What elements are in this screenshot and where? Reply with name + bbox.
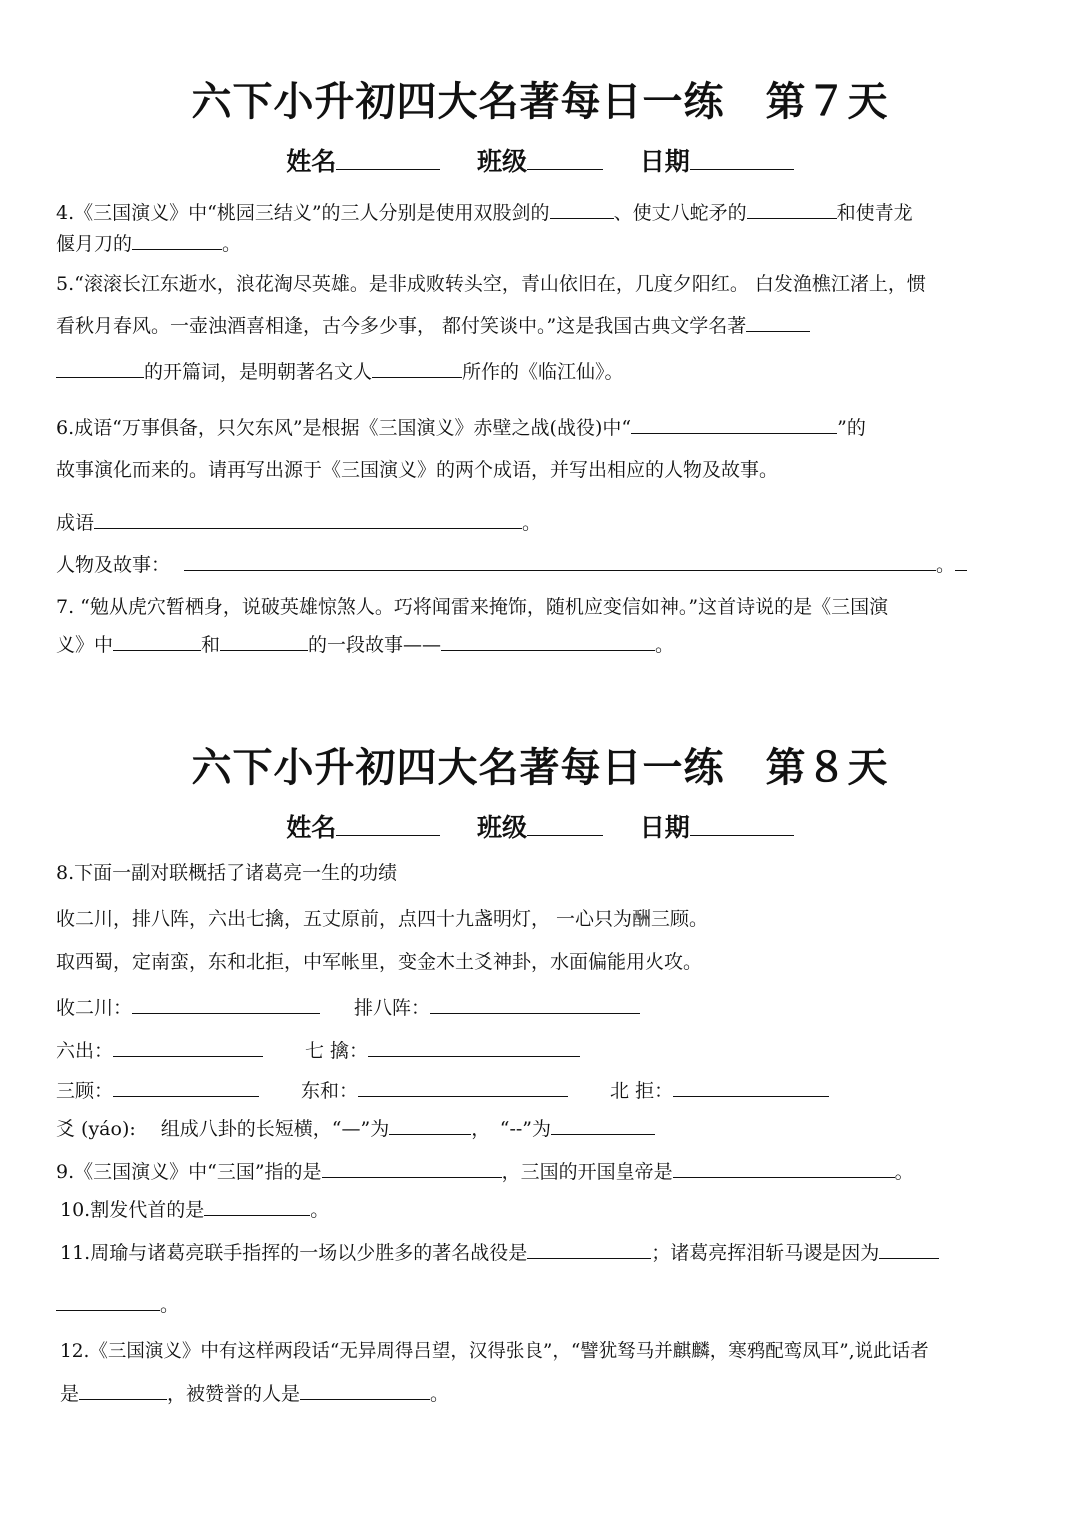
q7-blank-2[interactable] bbox=[220, 631, 308, 651]
q6-idiom-line bbox=[56, 508, 541, 535]
q8-label-1: 收二川： bbox=[56, 997, 133, 1019]
class-label: 班级 bbox=[476, 813, 527, 842]
q8-fill-row-1 bbox=[56, 993, 640, 1020]
q8-blank-5[interactable] bbox=[113, 1077, 259, 1097]
name-label: 姓名 bbox=[286, 147, 337, 176]
q7-text-l2d: 。 bbox=[655, 634, 675, 656]
q4-text-e: 。 bbox=[222, 233, 242, 255]
q8-blank-6[interactable] bbox=[358, 1077, 568, 1097]
q11-text-c: 。 bbox=[160, 1294, 180, 1316]
q9-text-c: 。 bbox=[894, 1161, 914, 1183]
q11-line-2 bbox=[56, 1290, 179, 1317]
day8-student-info bbox=[0, 808, 1080, 844]
q4-blank-1[interactable] bbox=[550, 199, 614, 219]
q5-blank-1-cont[interactable] bbox=[56, 358, 144, 378]
class-blank[interactable] bbox=[527, 144, 603, 170]
q5-text-l3b: 所作的《临江仙》。 bbox=[462, 361, 624, 383]
q8-couplet-2: 取西蜀，定南蛮，东和北拒，中军帐里，变金木土爻神卦，水面偏能用火攻。 bbox=[56, 951, 703, 973]
q8-label-7: 北 拒： bbox=[610, 1080, 674, 1102]
q8-blank-7[interactable] bbox=[673, 1077, 829, 1097]
q5-blank-2[interactable] bbox=[372, 358, 462, 378]
q6-text-l1a: 6.成语“万事俱备，只欠东风”是根据《三国演义》赤壁之战(战役)中“ bbox=[56, 417, 632, 439]
q6-line-1 bbox=[56, 413, 866, 440]
q6-text-l1b: ”的 bbox=[837, 417, 866, 439]
q6-idiom-label: 成语 bbox=[56, 512, 95, 534]
q7-line-2 bbox=[56, 630, 674, 657]
q4-line-1 bbox=[56, 198, 913, 225]
q4-blank-3[interactable] bbox=[132, 230, 222, 250]
q8-label-4: 七 擒： bbox=[305, 1040, 369, 1062]
q8-label-6: 东和： bbox=[301, 1080, 359, 1102]
q8-blank-3[interactable] bbox=[113, 1037, 263, 1057]
q8-label-5: 三顾： bbox=[56, 1080, 114, 1102]
name-blank[interactable] bbox=[336, 810, 440, 836]
q8-couplet-1: 收二川，排八阵，六出七擒，五丈原前，点四十九盏明灯， 一心只为酬三顾。 bbox=[56, 908, 709, 930]
q7-text-l2c: 的一段故事—— bbox=[308, 634, 442, 656]
q4-line-2 bbox=[56, 229, 241, 256]
q5-line-2 bbox=[56, 311, 810, 338]
q5-blank-1[interactable] bbox=[746, 312, 810, 332]
q11-blank-2-cont[interactable] bbox=[56, 1291, 160, 1311]
q6-idiom-end: 。 bbox=[522, 512, 542, 534]
q9-blank-2[interactable] bbox=[673, 1158, 895, 1178]
q12-text-l2c: 。 bbox=[430, 1383, 450, 1405]
q9-blank-1[interactable] bbox=[322, 1158, 502, 1178]
q8-yao-blank-1[interactable] bbox=[389, 1115, 471, 1135]
q4-text-b: 、使丈八蛇矛的 bbox=[613, 202, 747, 224]
q9-text-a: 9.《三国演义》中“三国”指的是 bbox=[56, 1161, 322, 1183]
q8-blank-1[interactable] bbox=[132, 994, 320, 1014]
q6-line-2: 故事演化而来的。请再写出源于《三国演义》的两个成语，并写出相应的人物及故事。 bbox=[56, 459, 779, 481]
q12-blank-2[interactable] bbox=[300, 1380, 430, 1400]
q9-line bbox=[56, 1157, 914, 1184]
q6-story-end: 。 bbox=[936, 554, 956, 576]
q8-yao-text-b: ， “--”为 bbox=[471, 1118, 552, 1140]
q5-text-l3a: 的开篇词，是明朝著名文人 bbox=[144, 361, 373, 383]
q8-fill-row-2 bbox=[56, 1036, 580, 1063]
date-label: 日期 bbox=[639, 147, 690, 176]
q10-line bbox=[60, 1195, 329, 1222]
q9-text-b: ，三国的开国皇帝是 bbox=[501, 1161, 673, 1183]
day7-student-info bbox=[0, 142, 1080, 178]
q11-blank-2[interactable] bbox=[879, 1239, 939, 1259]
day8-title: 六下小升初四大名著每日一练 第８天 bbox=[191, 744, 889, 791]
q4-blank-2[interactable] bbox=[747, 199, 837, 219]
q12-text-l2b: ，被赞誉的人是 bbox=[167, 1383, 301, 1405]
q6-story-blank[interactable] bbox=[184, 551, 936, 571]
q8-fill-row-3 bbox=[56, 1076, 829, 1103]
q7-text-l2b: 和 bbox=[201, 634, 221, 656]
q11-text-a: 11.周瑜与诸葛亮联手指挥的一场以少胜多的著名战役是 bbox=[60, 1242, 528, 1264]
q12-line-1: 12.《三国演义》中有这样两段话“无异周得吕望，汉得张良”，“譬犹驽马并麒麟，寒鸦配鸾凤耳”,说此话者 bbox=[60, 1341, 929, 1362]
name-label: 姓名 bbox=[286, 813, 337, 842]
q10-text-b: 。 bbox=[310, 1199, 330, 1221]
q8-label-3: 六出： bbox=[56, 1040, 114, 1062]
day7-title: 六下小升初四大名著每日一练 第７天 bbox=[191, 78, 889, 125]
q4-text-c: 和使青龙 bbox=[836, 202, 913, 224]
q7-blank-3[interactable] bbox=[441, 631, 655, 651]
q6-blank-1[interactable] bbox=[631, 414, 837, 434]
q10-text-a: 10.割发代首的是 bbox=[60, 1199, 205, 1221]
q12-blank-1[interactable] bbox=[79, 1380, 167, 1400]
q4-text-a: 4.《三国演义》中“桃园三结义”的三人分别是使用双股剑的 bbox=[56, 202, 550, 224]
q5-line-1: 5.“滚滚长江东逝水，浪花淘尽英雄。是非成败转头空，青山依旧在，几度夕阳红。 白发渔樵江渚上，惯 bbox=[56, 273, 926, 295]
q10-blank[interactable] bbox=[204, 1196, 310, 1216]
q8-yao-text-a: 爻 (yáo): 组成八卦的长短横，“—”为 bbox=[56, 1118, 390, 1140]
q6-story-line bbox=[56, 550, 967, 577]
q6-story-blank-tail[interactable] bbox=[955, 551, 967, 571]
q7-line-1: 7. “勉从虎穴暂栖身，说破英雄惊煞人。巧将闻雷来掩饰，随机应变信如神。”这首诗说的是《三国演 bbox=[56, 596, 889, 618]
q8-blank-2[interactable] bbox=[430, 994, 640, 1014]
q8-blank-4[interactable] bbox=[368, 1037, 580, 1057]
q6-idiom-blank[interactable] bbox=[94, 509, 522, 529]
q8-label-2: 排八阵： bbox=[354, 997, 431, 1019]
q5-text-l2: 看秋月春风。一壶浊酒喜相逢，古今多少事， 都付笑谈中。”这是我国古典文学名著 bbox=[56, 315, 747, 337]
class-label: 班级 bbox=[476, 147, 527, 176]
q5-line-3 bbox=[56, 357, 624, 384]
q8-yao-line bbox=[56, 1114, 655, 1141]
q11-line-1 bbox=[60, 1238, 939, 1265]
q12-line-2 bbox=[60, 1379, 449, 1406]
q7-text-l2a: 义》中 bbox=[56, 634, 114, 656]
q12-text-l2a: 是 bbox=[60, 1383, 80, 1405]
date-blank[interactable] bbox=[690, 810, 794, 836]
q11-text-b: ；诸葛亮挥泪斩马谡是因为 bbox=[651, 1242, 880, 1264]
class-blank[interactable] bbox=[527, 810, 603, 836]
date-blank[interactable] bbox=[690, 144, 794, 170]
q8-yao-blank-2[interactable] bbox=[551, 1115, 655, 1135]
q6-story-label: 人物及故事： bbox=[56, 554, 171, 576]
name-blank[interactable] bbox=[336, 144, 440, 170]
q8-intro: 8.下面一副对联概括了诸葛亮一生的功绩 bbox=[56, 862, 398, 884]
q11-blank-1[interactable] bbox=[527, 1239, 651, 1259]
q4-text-d: 偃月刀的 bbox=[56, 233, 133, 255]
date-label: 日期 bbox=[639, 813, 690, 842]
q7-blank-1[interactable] bbox=[113, 631, 201, 651]
